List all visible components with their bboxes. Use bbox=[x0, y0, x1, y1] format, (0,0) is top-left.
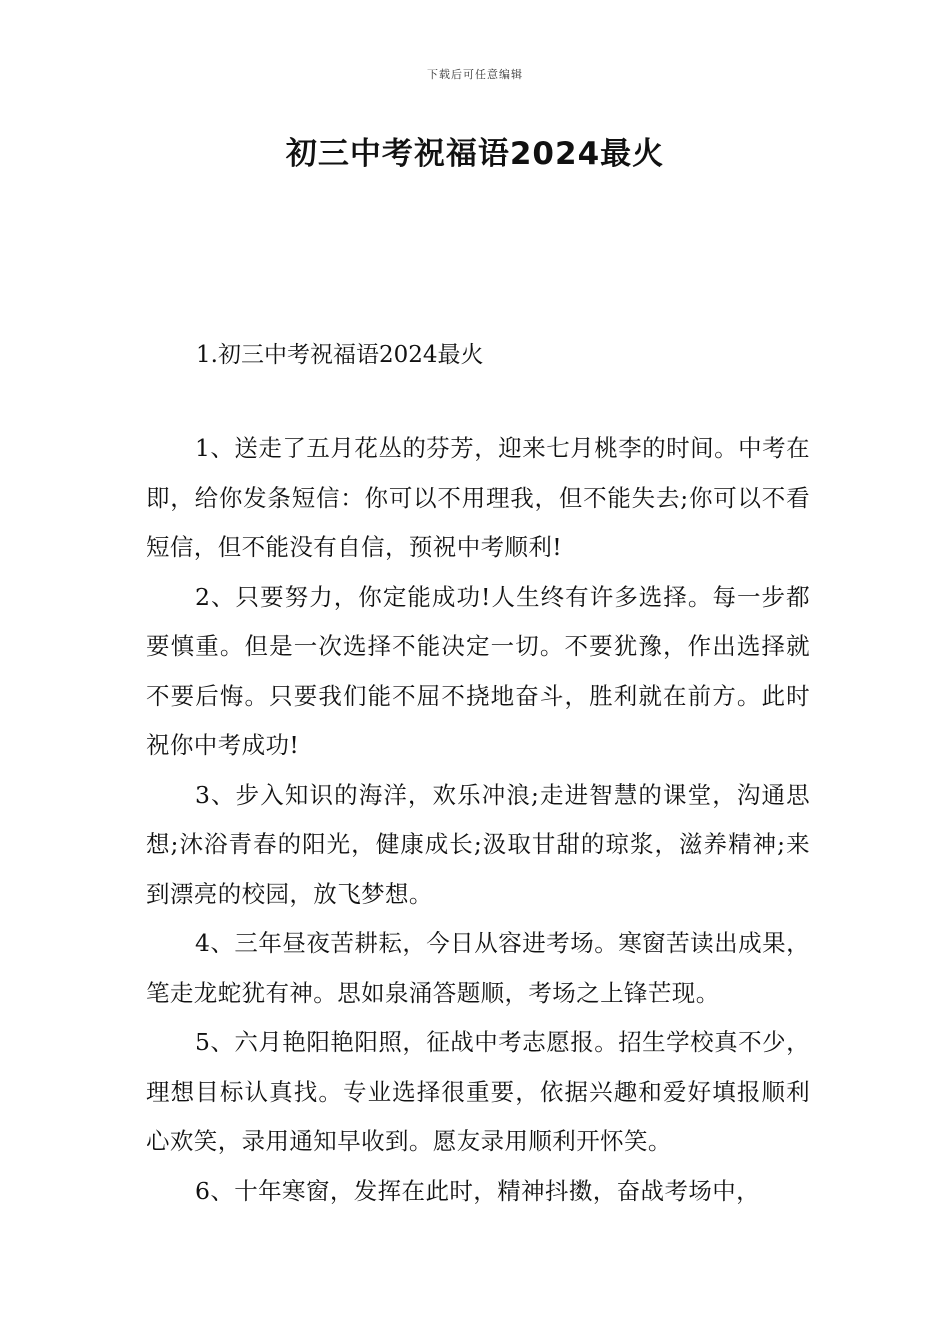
document-body bbox=[146, 424, 810, 1216]
paragraph: 2、只要努力，你定能成功!人生终有许多选择。每一步都要慎重。但是一次选择不能决定一切。不要犹豫，作出选择就不要后悔。只要我们能不屈不挠地奋斗，胜利就在前方。此时祝你中考成功! bbox=[146, 582, 810, 759]
section-heading: 1.初三中考祝福语2024最火 bbox=[196, 342, 484, 368]
paragraph: 1、送走了五月花丛的芬芳，迎来七月桃李的时间。中考在即，给你发条短信：你可以不用理我，但不能失去;你可以不看短信，但不能没有自信，预祝中考顺利! bbox=[146, 434, 810, 561]
document-title: 初三中考祝福语2024最火 bbox=[285, 136, 665, 172]
header-note: 下载后可任意编辑 bbox=[427, 68, 523, 81]
paragraph: 4、三年昼夜苦耕耘，今日从容进考场。寒窗苦读出成果，笔走龙蛇犹有神。思如泉涌答题顺，考场之上锋芒现。 bbox=[146, 929, 810, 1007]
paragraph: 6、十年寒窗，发挥在此时，精神抖擞，奋战考场中， bbox=[195, 1176, 761, 1205]
paragraph: 5、六月艳阳艳阳照，征战中考志愿报。招生学校真不少，理想目标认真找。专业选择很重要，依据兴趣和爱好填报顺利心欢笑，录用通知早收到。愿友录用顺利开怀笑。 bbox=[146, 1028, 810, 1155]
paragraph: 3、步入知识的海洋，欢乐冲浪;走进智慧的课堂，沟通思想;沐浴青春的阳光，健康成长;汲取甘甜的琼浆，滋养精神;来到漂亮的校园，放飞梦想。 bbox=[146, 780, 810, 908]
